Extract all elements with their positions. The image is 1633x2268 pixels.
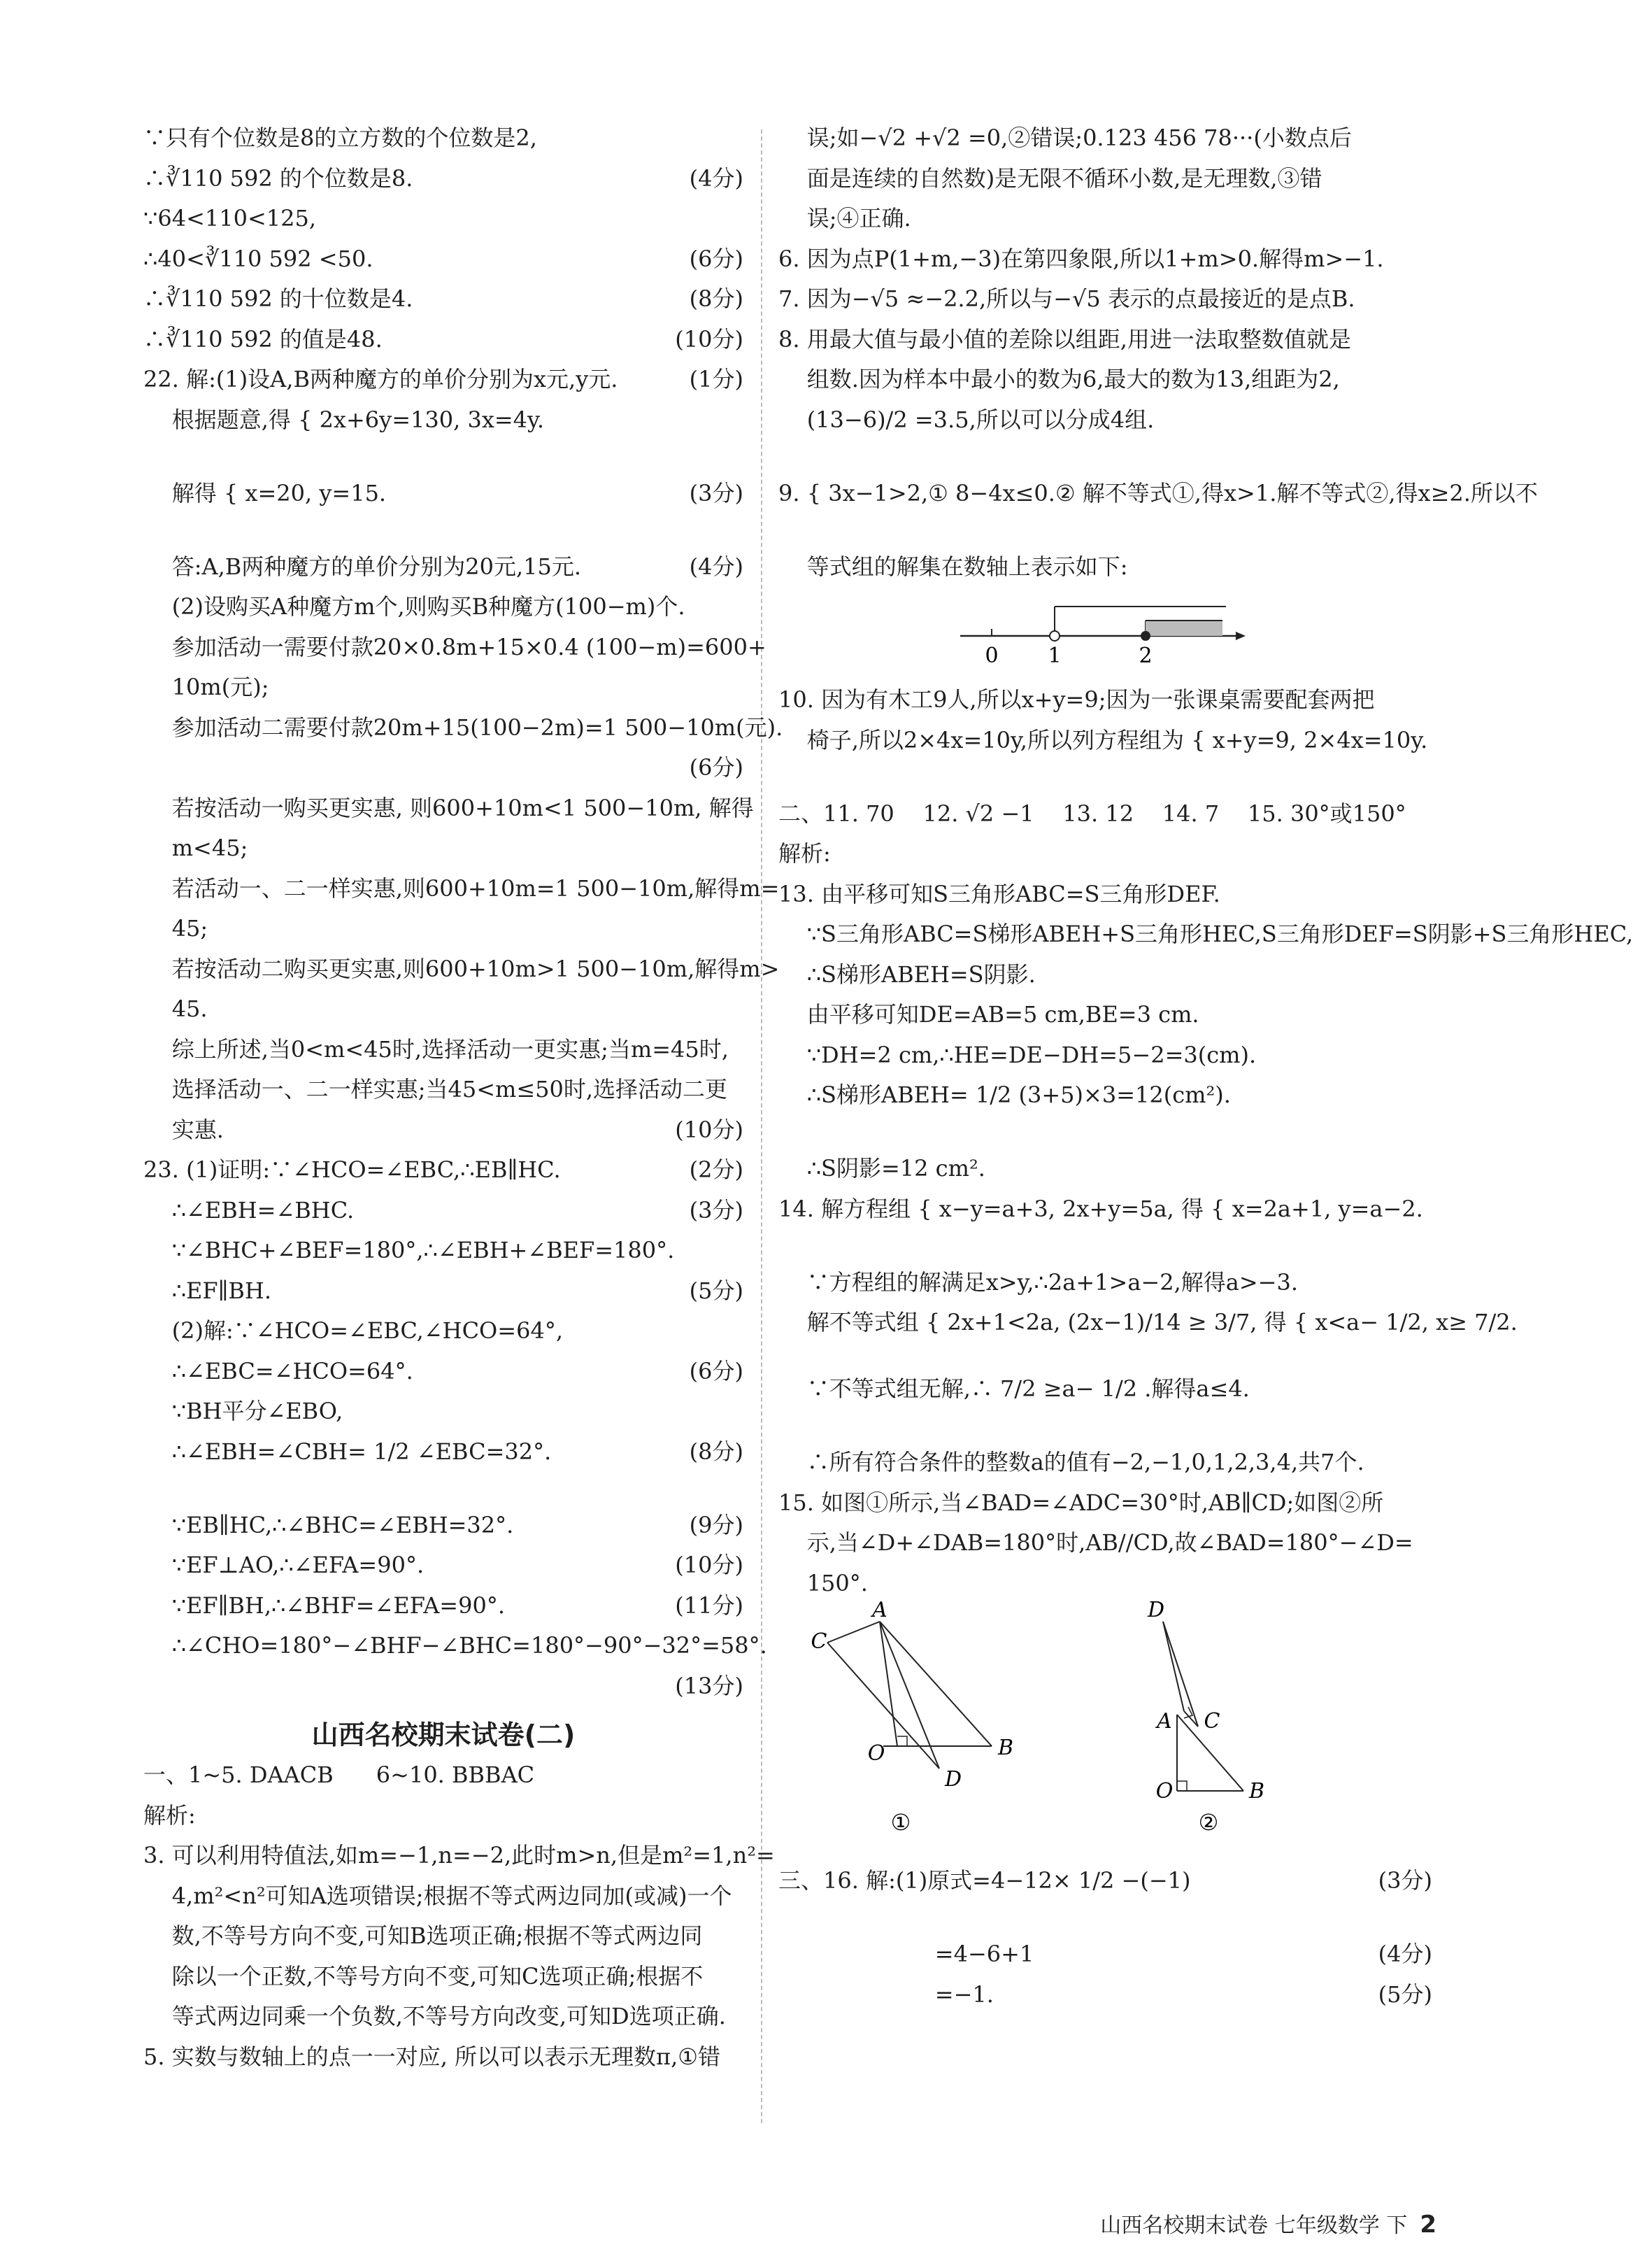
line-text: ∴40<∛110 592 <50. <box>143 245 373 272</box>
score-label: (3分) <box>689 479 743 506</box>
answer-line <box>143 1436 743 1510</box>
answer-line <box>143 203 743 243</box>
answer-line <box>143 591 743 632</box>
answer-line <box>778 1153 1432 1193</box>
line-text: 5. 实数与数轴上的点一一对应, 所以可以表示无理数π,①错 <box>143 2043 720 2070</box>
line-text: 解得 { x=20, y=15. <box>143 479 387 506</box>
answer-line <box>778 1307 1518 1373</box>
answer-line <box>143 672 743 712</box>
answer-line <box>143 551 743 592</box>
answer-line <box>778 1373 1432 1447</box>
answer-line <box>143 1315 743 1356</box>
line-text: (13−6)/2 =3.5,所以可以分成4组. <box>778 406 1155 433</box>
line-text: 根据题意,得 { 2x+6y=130, 3x=4y. <box>143 406 545 433</box>
answer-line <box>143 1920 743 1961</box>
line-text: ∴S梯形ABEH=S阴影. <box>778 961 1036 988</box>
fig1-label-d: D <box>944 1767 962 1792</box>
fig2-label-d: D <box>1147 1598 1165 1622</box>
line-text: ∵EB∥HC,∴∠BHC=∠EBH=32°. <box>143 1511 514 1538</box>
answer-line <box>143 752 743 793</box>
line-text: 面是连续的自然数)是无限不循环小数,是无理数,③错 <box>778 164 1322 192</box>
answer-line <box>778 838 1432 879</box>
answer-line <box>778 1939 1432 1979</box>
score-label: (5分) <box>1378 1980 1432 2008</box>
answer-line <box>143 2041 743 2082</box>
line-text: =4−6+1 <box>778 1941 1034 1967</box>
answer-line <box>143 1510 743 1550</box>
answer-line <box>143 364 743 404</box>
answer-line <box>143 1880 743 1921</box>
fig2-label-o: O <box>1155 1779 1174 1803</box>
tick-label-1: 1 <box>1048 644 1062 668</box>
answer-line <box>143 1034 743 1075</box>
fig1-label-a: A <box>872 1598 887 1622</box>
score-label: (3分) <box>689 1196 743 1224</box>
answer-line <box>143 1074 743 1114</box>
geometry-figures <box>778 1598 1432 1859</box>
score-label: (10分) <box>675 1116 743 1143</box>
score-label: (10分) <box>675 325 743 353</box>
line-text: ∵∠BHC+∠BEF=180°,∴∠EBH+∠BEF=180°. <box>143 1237 675 1263</box>
answer-line <box>778 1079 1432 1153</box>
answer-line <box>143 1195 743 1235</box>
line-text: 6. 因为点P(1+m,−3)在第四象限,所以1+m>0.解得m>−1. <box>778 245 1384 272</box>
line-text: ∵方程组的解满足x>y,∴2a+1>a−2,解得a>−3. <box>778 1268 1298 1296</box>
score-label: (5分) <box>689 1277 743 1304</box>
line-text: 23. (1)证明:∵∠HCO=∠EBC,∴EB∥HC. <box>143 1156 561 1183</box>
answer-line <box>143 832 743 873</box>
answer-line <box>143 1590 743 1631</box>
line-text: 数,不等号方向不变,可知B选项正确;根据不等式两边同 <box>143 1922 703 1949</box>
answer-line <box>778 404 1432 478</box>
line-text: ∵DH=2 cm,∴HE=DE−DH=5−2=3(cm). <box>778 1041 1257 1068</box>
line-text: 综上所述,当0<m<45时,选择活动一更实惠;当m=45时, <box>143 1035 729 1063</box>
column-divider <box>761 129 762 2123</box>
answer-line <box>143 1840 775 1880</box>
line-text: 椅子,所以2×4x=10y,所以列方程组为 { x+y=9, 2×4x=10y. <box>778 726 1428 753</box>
answer-line <box>778 1447 1432 1487</box>
line-text: 8. 用最大值与最小值的差除以组距,用进一法取整数值就是 <box>778 325 1351 353</box>
fig1-label-c: C <box>811 1629 827 1654</box>
answer-line <box>143 793 754 833</box>
line-text: 14. 解方程组 { x−y=a+3, 2x+y=5a, 得 { x=2a+1, y=a−2. <box>778 1195 1423 1222</box>
line-text: 若按活动一购买更实惠, 则600+10m<1 500−10m, 解得 <box>143 794 754 821</box>
line-text: ∵EF⊥AO,∴∠EFA=90°. <box>143 1552 425 1578</box>
answer-line <box>778 725 1432 798</box>
score-label: (13分) <box>675 1672 743 1699</box>
answer-line <box>143 283 743 324</box>
line-text: 等式两边同乘一个负数,不等号方向改变,可知D选项正确. <box>143 2003 726 2029</box>
score-label: (4分) <box>1378 1941 1432 1967</box>
score-label: (6分) <box>689 1357 743 1384</box>
score-label: (4分) <box>689 164 743 192</box>
answer-line <box>143 122 743 163</box>
line-text: 等式组的解集在数轴上表示如下: <box>778 553 1128 580</box>
line-text: ∴∠EBH=∠BHC. <box>143 1196 355 1224</box>
line-text: =−1. <box>778 1980 994 2008</box>
line-text: ∵不等式组无解,∴ 7/2 ≥a− 1/2 .解得a≤4. <box>778 1375 1250 1402</box>
line-text: 45. <box>143 995 208 1022</box>
line-text: 三、16. 解:(1)原式=4−12× 1/2 −(−1) <box>778 1867 1191 1894</box>
line-text: 15. 如图①所示,当∠BAD=∠ADC=30°时,AB∥CD;如图②所 <box>778 1489 1384 1516</box>
page-footer <box>1100 2208 1436 2239</box>
number-line-figure <box>778 591 1432 679</box>
answer-line <box>143 1800 743 1841</box>
line-text: ∵BH平分∠EBO, <box>143 1398 343 1424</box>
line-text: 22. 解:(1)设A,B两种魔方的单价分别为x元,y元. <box>143 366 618 392</box>
answer-line <box>778 283 1432 324</box>
left-column <box>143 122 783 2081</box>
line-text: ∴∠EBC=∠HCO=64°. <box>143 1357 413 1384</box>
line-text: ∴所有符合条件的整数a的值有−2,−1,0,1,2,3,4,共7个. <box>778 1449 1364 1475</box>
line-text: 45; <box>143 915 208 942</box>
answer-line <box>778 1267 1432 1307</box>
answer-line <box>143 478 743 551</box>
answer-line <box>143 243 743 284</box>
line-text: 误;如−√2 +√2 =0,②错误;0.123 456 78···(小数点后 <box>778 125 1352 151</box>
fig2-label-a: A <box>1157 1709 1172 1734</box>
answer-line <box>778 999 1432 1040</box>
answer-line <box>143 1550 743 1590</box>
line-text: ∴EF∥BH. <box>143 1277 271 1304</box>
line-text: 4,m²<n²可知A选项错误;根据不等式两边同加(或减)一个 <box>143 1882 732 1909</box>
answer-line <box>778 324 1432 364</box>
score-label: (6分) <box>689 245 743 272</box>
answer-line <box>778 684 1432 725</box>
score-label: (3分) <box>1378 1867 1432 1894</box>
line-text: ∴∠CHO=180°−∠BHF−∠BHC=180°−90°−32°=58°. <box>143 1632 767 1659</box>
answer-line <box>143 1759 743 1800</box>
line-text: ∴∠EBH=∠CBH= 1/2 ∠EBC=32°. <box>143 1438 552 1465</box>
line-text: m<45; <box>143 835 248 861</box>
score-label: (2分) <box>689 1156 743 1183</box>
answer-line <box>143 632 766 672</box>
answer-line <box>778 203 1432 243</box>
fig2-caption: ② <box>1198 1809 1219 1836</box>
line-text: 除以一个正数,不等号方向不变,可知C选项正确;根据不 <box>143 1962 704 1990</box>
line-text: 实惠. <box>143 1116 224 1143</box>
score-label: (4分) <box>689 553 743 580</box>
fig2-label-b: B <box>1248 1779 1265 1803</box>
score-label: (11分) <box>675 1592 743 1619</box>
right-answer-block-3 <box>778 1865 1432 2019</box>
line-text: 由平移可知DE=AB=5 cm,BE=3 cm. <box>778 1001 1199 1028</box>
answer-line <box>778 122 1432 163</box>
line-text: 若活动一、二一样实惠,则600+10m=1 500−10m,解得m= <box>143 874 780 902</box>
page-number: 2 <box>1420 2211 1436 2239</box>
answer-line <box>143 1961 743 2001</box>
line-text: 解析: <box>778 840 831 867</box>
score-label: (8分) <box>689 1438 743 1465</box>
line-text: (2)设购买A种魔方m个,则购买B种魔方(100−m)个. <box>143 593 685 620</box>
answer-line <box>143 993 743 1034</box>
line-text: 150°. <box>778 1569 868 1596</box>
line-text: ∴∛110 592 的个位数是8. <box>143 164 413 192</box>
answer-line <box>143 1396 743 1436</box>
score-label: (9分) <box>689 1511 743 1538</box>
line-text: 解不等式组 { 2x+1<2a, (2x−1)/14 ≥ 3/7, 得 { x<a− 1/2, x≥ 7/2. <box>778 1309 1518 1335</box>
line-text: 二、11. 70 12. √2 −1 13. 12 14. 7 15. 30°或150° <box>778 800 1406 827</box>
answer-line <box>143 163 743 204</box>
answer-line <box>778 1527 1432 1568</box>
answer-line <box>143 1114 743 1155</box>
right-answer-block <box>778 122 1538 591</box>
answer-line <box>143 1356 743 1396</box>
answer-line <box>143 404 743 478</box>
answer-line <box>778 243 1432 284</box>
answer-line <box>143 1275 743 1316</box>
line-text: 7. 因为−√5 ≈−2.2,所以与−√5 表示的点最接近的是点B. <box>778 285 1355 312</box>
answer-line <box>778 798 1432 839</box>
line-text: (2)解:∵∠HCO=∠EBC,∠HCO=64°, <box>143 1317 563 1344</box>
line-text: 10m(元); <box>143 674 269 700</box>
line-text: ∴∛110 592 的十位数是4. <box>143 285 413 312</box>
line-text: 13. 由平移可知S三角形ABC=S三角形DEF. <box>778 880 1220 907</box>
figure-1 <box>811 1598 1014 1836</box>
line-text: 选择活动一、二一样实惠;当45<m≤50时,选择活动二更 <box>143 1076 728 1103</box>
fig2-label-c: C <box>1204 1709 1220 1734</box>
line-text: ∵只有个位数是8的立方数的个位数是2, <box>143 125 537 151</box>
answer-line <box>778 1487 1432 1528</box>
line-text: 组数.因为样本中最小的数为6,最大的数为13,组距为2, <box>778 366 1340 392</box>
score-label: (6分) <box>689 754 743 781</box>
right-column <box>778 122 1633 2019</box>
answer-line <box>143 712 783 753</box>
fig1-caption: ① <box>890 1809 911 1836</box>
figure-2 <box>1147 1598 1264 1836</box>
line-text: ∴∛110 592 的值是48. <box>143 325 383 353</box>
line-text: ∵EF∥BH,∴∠BHF=∠EFA=90°. <box>143 1592 505 1619</box>
left-answer-block-2 <box>143 1759 775 2081</box>
answer-line <box>778 1040 1432 1080</box>
line-text: 答:A,B两种魔方的单价分别为20元,15元. <box>143 553 582 580</box>
fig1-label-b: B <box>997 1736 1014 1760</box>
answer-line <box>143 324 743 364</box>
section-title: 山西名校期末试卷(二) <box>311 1720 576 1750</box>
score-label: (1分) <box>689 366 743 392</box>
answer-line <box>143 873 780 914</box>
answer-line <box>143 1154 743 1195</box>
answer-line <box>778 959 1432 1000</box>
score-label: (10分) <box>675 1552 743 1578</box>
footer-book-title: 山西名校期末试卷 七年级数学 下 <box>1100 2213 1408 2238</box>
line-text: 解析: <box>143 1801 196 1829</box>
line-text: 误;④正确. <box>778 205 911 232</box>
line-text: 一、1~5. DAACB 6~10. BBBAC <box>143 1762 535 1788</box>
answer-line <box>143 1671 743 1711</box>
answer-line <box>778 364 1432 404</box>
line-text: 若按活动二购买更实惠,则600+10m>1 500−10m,解得m> <box>143 955 780 982</box>
line-text: 9. { 3x−1>2,① 8−4x≤0.② 解不等式①,得x>1.解不等式②,得x≥2.所以不 <box>778 479 1538 506</box>
line-text: 参加活动一需要付款20×0.8m+15×0.4 (100−m)=600+ <box>143 633 766 660</box>
answer-line <box>778 1865 1432 1939</box>
line-text: 示,当∠D+∠DAB=180°时,AB//CD,故∠BAD=180°−∠D= <box>778 1529 1413 1556</box>
answer-line <box>143 2001 743 2041</box>
answer-line <box>778 1193 1432 1267</box>
line-text: ∵64<110<125, <box>143 205 317 232</box>
answer-line <box>143 954 780 994</box>
line-text: 参加活动二需要付款20m+15(100−2m)=1 500−10m(元). <box>143 714 783 741</box>
fig1-label-o: O <box>867 1741 885 1766</box>
line-text: ∴S梯形ABEH= 1/2 (3+5)×3=12(cm²). <box>778 1082 1231 1108</box>
answer-line <box>143 1630 767 1671</box>
answer-line <box>778 163 1432 204</box>
left-answer-block <box>143 122 783 1710</box>
line-text: ∴S阴影=12 cm². <box>778 1155 985 1182</box>
line-text: ∵S三角形ABC=S梯形ABEH+S三角形HEC,S三角形DEF=S阴影+S三角形HEC, <box>778 921 1633 947</box>
tick-label-0: 0 <box>985 644 999 668</box>
answer-line <box>143 913 743 954</box>
answer-line <box>778 1979 1432 2020</box>
answer-line <box>778 551 1432 592</box>
line-text: 3. 可以利用特值法,如m=−1,n=−2,此时m>n,但是m²=1,n²= <box>143 1842 775 1869</box>
answer-line <box>778 478 1538 551</box>
tick-label-2: 2 <box>1139 644 1153 668</box>
answer-line <box>143 1235 743 1275</box>
line-text: 10. 因为有木工9人,所以x+y=9;因为一张课桌需要配套两把 <box>778 686 1375 713</box>
score-label: (8分) <box>689 285 743 312</box>
answer-line <box>778 919 1633 959</box>
right-answer-block-2 <box>778 684 1633 1608</box>
answer-line <box>778 879 1432 919</box>
